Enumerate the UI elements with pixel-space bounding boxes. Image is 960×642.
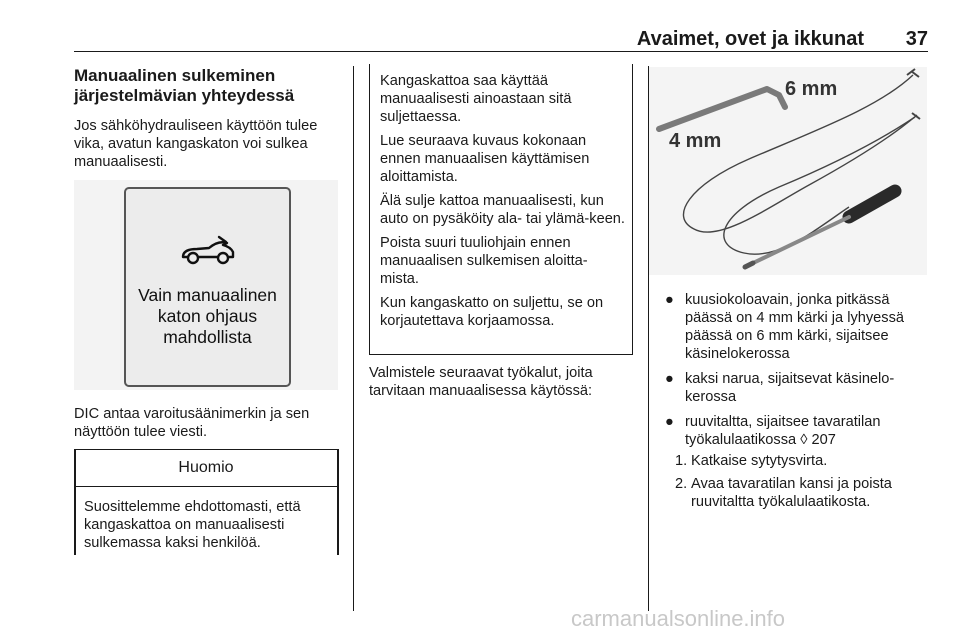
tools-figure [649,67,927,275]
list-item: ● kuusiokoloavain, jonka pitkässä päässä on 4 mm kärki ja lyhyessä päässä on 6 mm kärki, sijaitsee käsinelokerossa [665,292,904,362]
tools-illustration [649,67,927,275]
page-title: Avaimet, ovet ja ikkunat [636,28,864,50]
warning-paragraph: Lue seuraava kuvaus kokonaan ennen manuaalisen käyttämisen aloittamista. [380,133,590,185]
list-item: ● ruuvitaltta, sijaitsee tavaratilan työkalulaatikossa ◊ 207 [665,414,881,448]
step-item: 2. Avaa tavaratilan kansi ja poista ruuvitaltta työkalulaatikosta. [675,476,892,510]
tools-list [665,291,930,456]
note-border-left [74,449,76,555]
intro-paragraph: Jos sähköhydrauliseen käyttöön tulee vika, avatun kangaskaton voi sulkea manuaalisesti. [74,118,318,170]
note-title: Huomio [74,450,338,487]
warning-paragraph: Poista suuri tuuliohjain ennen manuaalisen sulkemisen aloitta-mista. [380,235,588,287]
label-6mm: 6 mm [785,78,838,100]
watermark: carmanualsonline.info [571,606,786,631]
page-header [74,28,928,52]
page-number: 37 [905,28,928,50]
step-item: 1. Katkaise sytytysvirta. [675,453,828,469]
warning-box [369,64,633,355]
dic-caption: DIC antaa varoitusäänimerkin ja sen näyttöön tulee viesti. [74,406,310,440]
note-body: Suosittelemme ehdottomasti, että kangaskattoa on manuaalisesti sulkemassa kaksi henkilöä. [84,499,301,551]
label-4mm: 4 mm [669,130,722,152]
dic-display [124,187,291,387]
column-divider-left [353,66,354,611]
steps-list [675,452,930,516]
dic-message: Vain manuaalinen katon ohjaus mahdollista [138,285,277,347]
warning-paragraph: Älä sulje kattoa manuaalisesti, kun auto on pysäköity ala- tai ylämä-keen. [380,193,625,227]
tools-intro: Valmistele seuraavat työkalut, joita tarvitaan manuaalisessa käytössä: [369,365,593,399]
section-heading: Manuaalinen sulkeminen järjestelmävian yhteydessä [74,66,295,105]
note-border-right [337,449,339,555]
warning-paragraph: Kun kangaskatto on suljettu, se on korjautettava korjaamossa. [380,295,604,329]
list-item: ● kaksi narua, sijaitsevat käsinelo-kerossa [665,371,895,405]
convertible-car-icon [179,233,237,267]
header-divider [74,51,928,52]
screwdriver-icon [745,191,895,267]
note-box [74,449,338,552]
warning-paragraph: Kangaskattoa saa käyttää manuaalisesti ainoastaan sitä suljettaessa. [380,73,572,125]
hex-key-icon [659,89,785,129]
